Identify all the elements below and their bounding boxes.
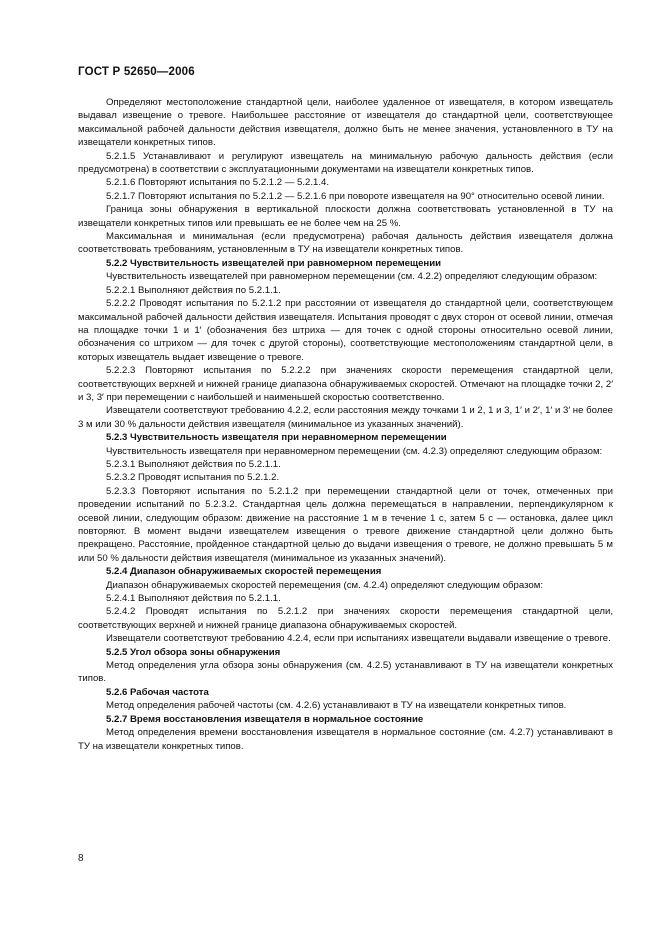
paragraph: Чувствительность извещателей при равномерном перемещении (см. 4.2.2) определяют следующим образом: [106,271,598,283]
paragraph: Определяют местоположение стандартной цели, наиболее удаленное от извещателя, в котором извещатель выдавал извещение о тревоге. Наибольшее расстояние от извещателя до стандартной цели, соответствующее максимальной рабочей дальности действия извещателя, должно быть не менее значения, установленного в ТУ на извещатели конкретных типов. [78,97,613,149]
document-body [78,96,613,753]
paragraph: 5.2.1.7 Повторяют испытания по 5.2.1.2 — 5.2.1.6 при повороте извещателя на 90° относительно осевой линии. [106,190,605,202]
document-header: ГОСТ Р 52650—2006 [78,66,195,78]
paragraph: Граница зоны обнаружения в вертикальной плоскости должна соответствовать установленной в ТУ на извещатели конкретных типов или превышать ее не более чем на 25 %. [78,204,613,229]
paragraph: Метод определения рабочей частоты (см. 4.2.6) устанавливают в ТУ на извещатели конкретных типов. [106,700,567,712]
paragraph: 5.2.4.1 Выполняют действия по 5.2.1.1. [106,593,281,605]
section-heading: 5.2.2 Чувствительность извещателей при равномерном перемещении [106,257,442,269]
page-number: 8 [78,853,84,864]
paragraph: Диапазон обнаруживаемых скоростей перемещения (см. 4.2.4) определяют следующим образом: [106,579,543,591]
paragraph: Извещатели соответствуют требованию 4.2.2, если расстояния между точками 1 и 2, 1 и 3, 1′ и 2′, 1′ и 3′ не более 3 м или 30 % дальности действия извещателя (минимальное из указанных значений). [78,405,613,430]
paragraph: Чувствительность извещателя при неравномерном перемещении (см. 4.2.3) определяют следующим образом: [106,445,603,457]
paragraph: Максимальная и минимальная (если предусмотрена) рабочая дальность действия извещателя должна соответствовать требованиям, установленным в ТУ на извещатели конкретных типов. [78,231,613,256]
paragraph: Извещатели соответствуют требованию 4.2.4, если при испытаниях извещатели выдавали извещение о тревоге. [106,633,611,645]
section-heading: 5.2.7 Время восстановления извещателя в нормальное состояние [106,713,424,725]
section-heading: 5.2.6 Рабочая частота [106,686,209,698]
paragraph: 5.2.3.2 Проводят испытания по 5.2.1.2. [106,472,280,484]
paragraph: 5.2.3.1 Выполняют действия по 5.2.1.1. [106,458,281,470]
paragraph: 5.2.2.1 Выполняют действия по 5.2.1.1. [106,284,281,296]
paragraph: 5.2.2.2 Проводят испытания по 5.2.1.2 при расстоянии от извещателя до стандартной цели, соответствующем максимальной рабочей дальности действия извещателя. Испытания проводят с двух сторон от осевой линии, отмечая на площадке точки 1 и 1′ (обозначения без штриха — для точек с одной стороны относительно осевой линии, обозначения со штрихом — для точек с другой стороны), соответствующие местоположениям стандартной цели, в которых извещатель выдает извещение о тревоге. [78,298,613,363]
paragraph: 5.2.2.3 Повторяют испытания по 5.2.2.2 при значениях скорости перемещения стандартной цели, соответствующих верхней и нижней границе диапазона обнаруживаемых скоростей. Отмечают на площадке точки 2, 2′ и 3, 3′ при перемещении с наибольшей и наименьшей скоростью соответственно. [78,365,613,403]
paragraph: Метод определения угла обзора зоны обнаружения (см. 4.2.5) устанавливают в ТУ на извещатели конкретных типов. [78,660,613,685]
paragraph: 5.2.4.2 Проводят испытания по 5.2.1.2 при значениях скорости перемещения стандартной цели, соответствующих верхней и нижней границе диапазона обнаруживаемых скоростей. [78,606,613,631]
paragraph: 5.2.3.3 Повторяют испытания по 5.2.1.2 при перемещении стандартной цели от точек, отмеченных при проведении испытаний по 5.2.3.2. Стандартная цель должна перемещаться в направлении, перпендикулярном к осевой линии, следующим образом: движение на расстояние 1 м в течение 1 с, затем 5 с — остановка, далее цикл повторяют. В момент выдачи извещателем извещения о тревоге движение стандартной цели должно быть прекращено. Расстояние, пройденное стандартной целью до выдачи извещения о тревоге, не должно превышать 5 м или 50 % дальности действия извещателя (минимальное из указанных значений). [78,485,613,564]
paragraph: Метод определения времени восстановления извещателя в нормальное состояние (см. 4.2.7) устанавливают в ТУ на извещатели конкретных типов. [78,727,613,752]
section-heading: 5.2.5 Угол обзора зоны обнаружения [106,646,281,658]
section-heading: 5.2.4 Диапазон обнаруживаемых скоростей перемещения [106,566,382,578]
paragraph: 5.2.1.5 Устанавливают и регулируют извещатель на минимальную рабочую дальность действия (если предусмотрена) в соответствии с эксплуатационными документами на извещатели конкретных типов. [78,150,613,176]
paragraph: 5.2.1.6 Повторяют испытания по 5.2.1.2 — 5.2.1.4. [106,177,330,189]
section-heading: 5.2.3 Чувствительность извещателя при неравномерном перемещении [106,432,447,444]
